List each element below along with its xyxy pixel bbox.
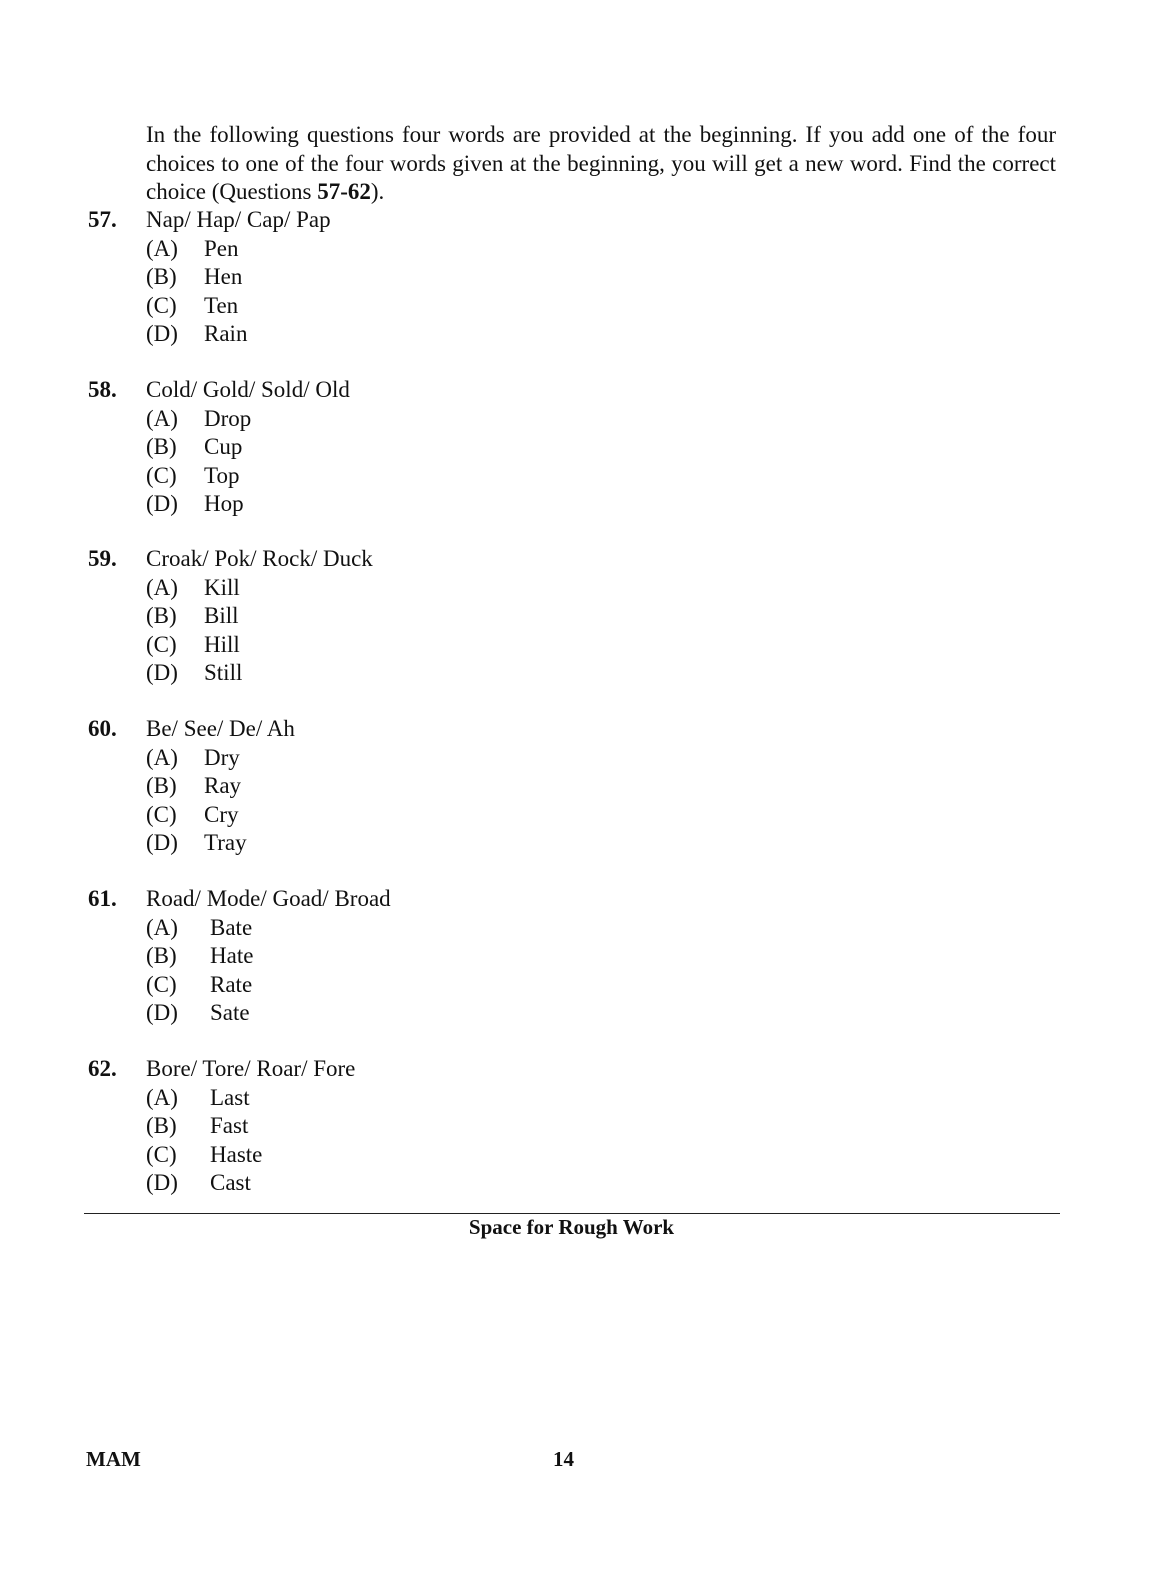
option-label: (A) [146,405,178,431]
option-label: (A) [146,1084,178,1110]
question-59 [88,545,373,688]
option-label: (D) [146,491,178,516]
option-d [146,659,373,688]
option-b [146,433,350,462]
question-62 [88,1055,355,1198]
question-stem: Cold/ Gold/ Sold/ Old [146,377,350,402]
option-text: Fast [210,1113,249,1138]
question-stem: Bore/ Tore/ Roar/ Fore [146,1056,356,1081]
question-stem: Be/ See/ De/ Ah [146,716,295,741]
option-text: Still [204,660,243,685]
option-text: Last [210,1084,250,1110]
option-label: (C) [146,631,177,657]
option-text: Ten [204,292,239,318]
option-text: Hill [204,631,240,657]
option-text: Cup [204,434,243,459]
question-number: 61. [88,886,117,911]
option-label: (A) [146,744,178,770]
option-c [146,801,295,830]
option-text: Pen [204,235,239,261]
option-a [146,574,373,603]
option-text: Bill [204,603,239,628]
option-label: (B) [146,603,177,628]
option-text: Top [204,462,240,488]
option-label: (A) [146,235,178,261]
option-b [146,942,391,971]
option-b [146,772,295,801]
divider [84,1213,1060,1214]
question-number: 58. [88,377,117,402]
option-text: Rain [204,321,248,346]
option-b [146,602,373,631]
option-label: (C) [146,462,177,488]
option-a [146,235,331,264]
option-c [146,1141,355,1170]
option-a [146,914,391,943]
question-number: 57. [88,207,117,232]
option-label: (B) [146,943,177,968]
instructions-text: In the following questions four words are provided at the beginning. If you add one of the four choices to one of the four words given at the beginning, you will get a new word. Find the correct choice (Questions [146,122,1056,204]
option-a [146,405,350,434]
option-label: (A) [146,574,178,600]
option-d [146,1169,355,1198]
option-text: Hen [204,264,243,289]
option-d [146,999,391,1028]
option-text: Hate [210,943,254,968]
instructions [146,121,1056,207]
question-61 [88,885,391,1028]
option-label: (C) [146,1141,177,1167]
question-60 [88,715,295,858]
option-text: Drop [204,405,252,431]
option-text: Cast [210,1170,251,1195]
option-c [146,631,373,660]
option-text: Cry [204,801,239,827]
option-label: (B) [146,264,177,289]
question-stem: Road/ Mode/ Goad/ Broad [146,886,391,911]
question-number: 60. [88,716,117,741]
option-label: (D) [146,1170,178,1195]
option-c [146,971,391,1000]
question-stem: Nap/ Hap/ Cap/ Pap [146,207,331,232]
page-number: 14 [553,1447,574,1471]
option-a [146,1084,355,1113]
option-d [146,320,331,349]
question-number: 59. [88,546,117,571]
question-57 [88,206,331,349]
rough-work-heading: Space for Rough Work [468,1215,675,1239]
question-number: 62. [88,1056,117,1081]
option-b [146,1112,355,1141]
option-label: (C) [146,292,177,318]
option-text: Bate [210,914,253,940]
option-label: (B) [146,434,177,459]
option-text: Dry [204,744,240,770]
option-c [146,462,350,491]
option-text: Haste [210,1141,263,1167]
option-label: (B) [146,773,177,798]
instructions-end: ). [370,179,385,204]
option-label: (C) [146,801,177,827]
option-label: (C) [146,971,177,997]
option-b [146,263,331,292]
option-label: (D) [146,321,178,346]
option-text: Tray [204,830,247,855]
option-text: Ray [204,773,242,798]
option-text: Hop [204,491,244,516]
option-text: Rate [210,971,253,997]
footer-code: MAM [86,1447,141,1471]
option-label: (D) [146,660,178,685]
question-stem: Croak/ Pok/ Rock/ Duck [146,546,373,571]
option-a [146,744,295,773]
option-text: Sate [210,1000,250,1025]
option-d [146,490,350,519]
option-label: (D) [146,1000,178,1025]
option-text: Kill [204,574,240,600]
option-d [146,829,295,858]
question-58 [88,376,350,519]
option-label: (A) [146,914,178,940]
option-label: (D) [146,830,178,855]
question-range: 57-62 [317,179,371,204]
option-c [146,292,331,321]
option-label: (B) [146,1113,177,1138]
